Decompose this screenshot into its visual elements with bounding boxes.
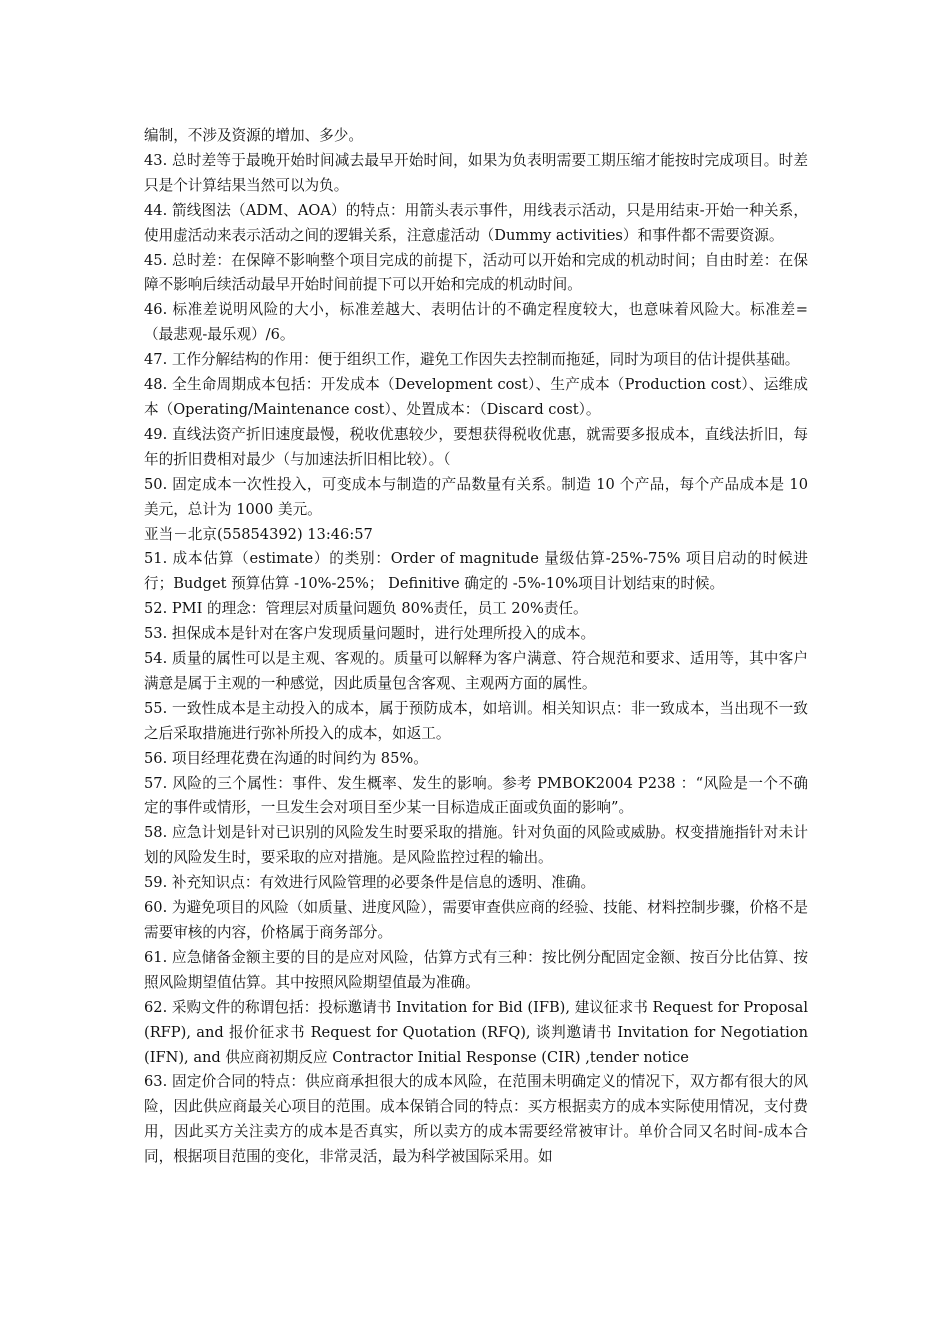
paragraph-62: 62. 采购文件的称谓包括：投标邀请书 Invitation for Bid (IFB), 建议征求书 Request for Proposal (RFP), and 报价征求书 Request for Quotation (RFQ), 谈判邀请书 Invitation for Negotiation (IFN), and 供应商初期反应 Contractor Initial Response (CIR) ,tender notice (144, 998, 808, 1066)
paragraph-53: 53. 担保成本是针对在客户发现质量问题时，进行处理所投入的成本。 (144, 625, 596, 643)
paragraph-46: 46. 标准差说明风险的大小，标准差越大、表明估计的不确定程度较大，也意味着风险大。标准差=（最悲观-最乐观）/6。 (144, 301, 808, 344)
paragraph-55: 55. 一致性成本是主动投入的成本，属于预防成本，如培训。相关知识点：非一致成本，当出现不一致之后采取措施进行弥补所投入的成本，如返工。 (144, 699, 808, 742)
chat-timestamp-line: 亚当－北京(55854392) 13:46:57 (144, 525, 373, 543)
paragraph-49: 49. 直线法资产折旧速度最慢，税收优惠较少，要想获得税收优惠，就需要多报成本，直线法折旧，每年的折旧费相对最少（与加速法折旧相比较）。（ (144, 425, 808, 468)
paragraph-54: 54. 质量的属性可以是主观、客观的。质量可以解释为客户满意、符合规范和要求、适用等，其中客户满意是属于主观的一种感觉，因此质量包含客观、主观两方面的属性。 (144, 650, 808, 692)
paragraph-56: 56. 项目经理花费在沟通的时间约为 85%。 (144, 749, 428, 767)
paragraph-52: 52. PMI 的理念：管理层对质量问题负 80%责任，员工 20%责任。 (144, 600, 588, 618)
paragraph-58: 58. 应急计划是针对已识别的风险发生时要采取的措施。针对负面的风险或威胁。权变措施指针对未计划的风险发生时，要采取的应对措施。是风险监控过程的输出。 (144, 824, 808, 867)
paragraph-45: 45. 总时差：在保障不影响整个项目完成的前提下，活动可以开始和完成的机动时间；自由时差：在保障不影响后续活动最早开始时间前提下可以开始和完成的机动时间。 (144, 251, 808, 294)
paragraph-continuation: 编制，不涉及资源的增加、多少。 (144, 127, 363, 144)
paragraph-60: 60. 为避免项目的风险（如质量、进度风险），需要审查供应商的经验、技能、材料控制步骤，价格不是需要审核的内容，价格属于商务部分。 (144, 899, 808, 941)
paragraph-50: 50. 固定成本一次性投入，可变成本与制造的产品数量有关系。制造 10 个产品，每个产品成本是 10 美元，总计为 1000 美元。 (144, 475, 808, 518)
paragraph-43: 43. 总时差等于最晚开始时间减去最早开始时间，如果为负表明需要工期压缩才能按时完成项目。时差只是个计算结果当然可以为负。 (144, 151, 808, 194)
paragraph-47: 47. 工作分解结构的作用：便于组织工作，避免工作因失去控制而拖延，同时为项目的估计提供基础。 (144, 351, 800, 369)
paragraph-44: 44. 箭线图法（ADM、AOA）的特点：用箭头表示事件，用线表示活动，只是用结束-开始一种关系，使用虚活动来表示活动之间的逻辑关系，注意虚活动（Dummy activities）和事件都不需要资源。 (144, 201, 808, 244)
paragraph-63: 63. 固定价合同的特点：供应商承担很大的成本风险，在范围未明确定义的情况下，双方都有很大的风险，因此供应商最关心项目的范围。成本保销合同的特点：买方根据卖方的成本实际使用情况，支付费用，因此买方关注卖方的成本是否真实，所以卖方的成本需要经常被审计。单价合同又名时间-成本合同，根据项目范围的变化，非常灵活，最为科学被国际采用。如 (144, 1073, 808, 1166)
paragraph-51: 51. 成本估算（estimate）的类别：Order of magnitude 量级估算-25%-75% 项目启动的时候进行；Budget 预算估算 -10%-25%； Definitive 确定的 -5%-10%项目计划结束的时候。 (144, 550, 808, 593)
paragraph-61: 61. 应急储备金额主要的目的是应对风险，估算方式有三种：按比例分配固定金额、按百分比估算、按照风险期望值估算。其中按照风险期望值最为准确。 (144, 948, 808, 991)
document-page (144, 124, 808, 1170)
paragraph-48: 48. 全生命周期成本包括：开发成本（Development cost）、生产成本（Production cost）、运维成本（Operating/Maintenance cost）、处置成本：（Discard cost）。 (144, 376, 808, 418)
paragraph-57: 57. 风险的三个属性：事件、发生概率、发生的影响。参考 PMBOK2004 P238 ：“风险是一个不确定的事件或情形，一旦发生会对项目至少某一目标造成正面或负面的影响”。 (144, 774, 808, 817)
paragraph-59: 59. 补充知识点：有效进行风险管理的必要条件是信息的透明、准确。 (144, 874, 596, 892)
